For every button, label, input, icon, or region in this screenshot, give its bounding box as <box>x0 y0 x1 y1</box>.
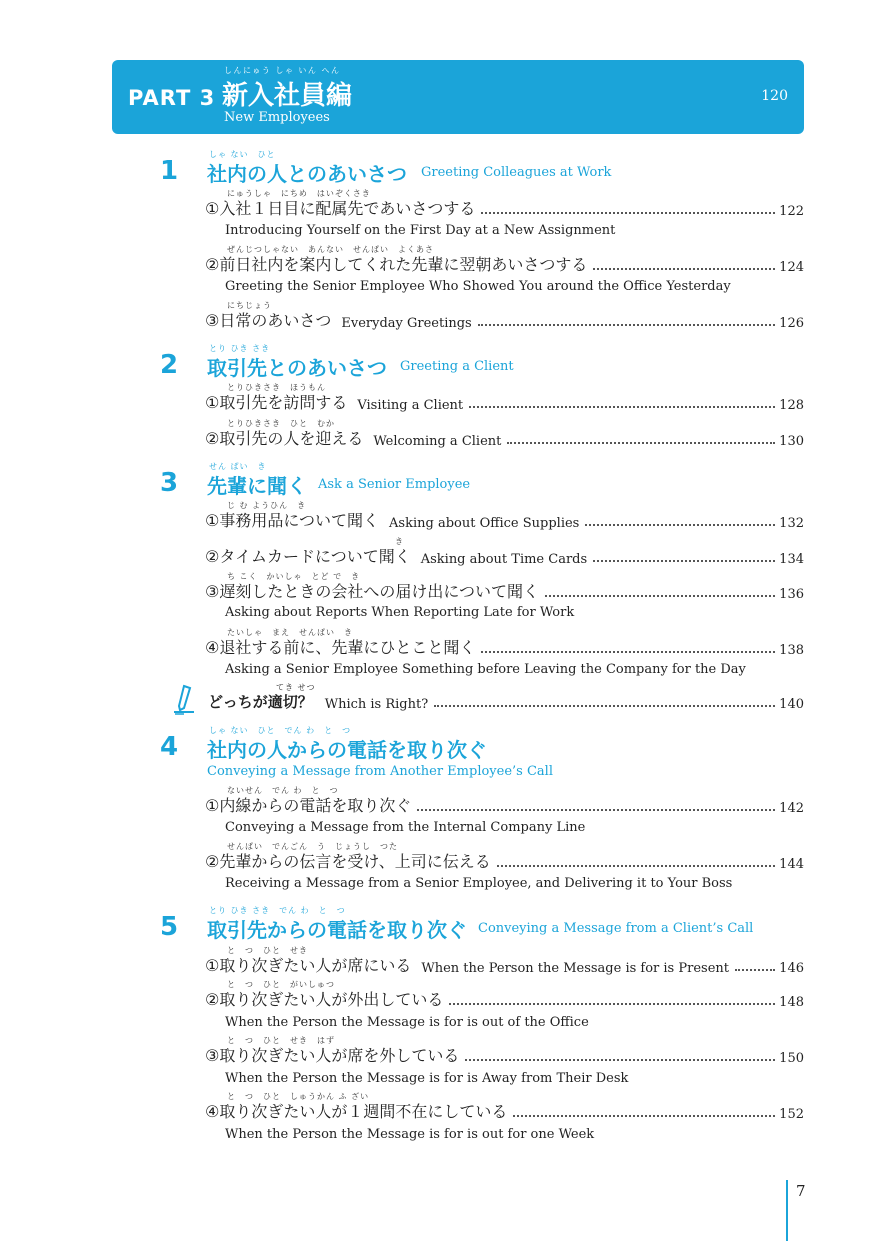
entry-title-jp: ②取り次ぎたい人が外出している <box>205 990 444 1009</box>
footer-page-number: 7 <box>796 1182 806 1200</box>
entry-title-jp: ②取引先の人を迎える <box>205 429 364 448</box>
chapter-title-jp: 取引先とのあいさつ <box>207 356 387 380</box>
entry-title-jp: ②タイムカードについて聞く <box>205 547 411 566</box>
toc-entry[interactable] <box>205 537 804 569</box>
leader-dots <box>593 268 775 270</box>
toc-entry[interactable] <box>205 383 804 415</box>
entry-page-number: 146 <box>779 961 804 976</box>
which-ruby: てき せつ <box>276 683 316 692</box>
chapter-ruby: とり ひき さき でん わ と つ <box>209 906 346 915</box>
entry-title-jp: ③取り次ぎたい人が席を外している <box>205 1046 460 1065</box>
entry-page-number: 152 <box>779 1107 804 1122</box>
chapter-title-en: Ask a Senior Employee <box>318 477 471 492</box>
leader-dots <box>434 705 775 707</box>
entry-title-jp: ③遅刻したときの会社への届け出について聞く <box>205 582 540 601</box>
entry-ruby: じ む ようひん き <box>227 501 307 510</box>
toc-entry[interactable] <box>205 628 804 660</box>
chapter-title-en: Greeting Colleagues at Work <box>421 165 612 180</box>
pencil-icon <box>172 684 198 716</box>
entry-title-jp: ④退社する前に、先輩にひとこと聞く <box>205 638 476 657</box>
entry-ruby: ないせん でん わ と つ <box>227 786 339 795</box>
entry-ruby: と つ ひと せき <box>227 946 308 955</box>
toc-entry[interactable] <box>205 980 804 1012</box>
entry-title-jp: ①内線からの電話を取り次ぐ <box>205 796 412 815</box>
entry-title-jp: ②前日社内を案内してくれた先輩に翌朝あいさつする <box>205 255 588 274</box>
toc-entry[interactable] <box>205 501 804 533</box>
entry-ruby: と つ ひと せき はず <box>227 1036 335 1045</box>
entry-ruby: にちじょう <box>227 301 272 310</box>
entry-title-jp: ③日常のあいさつ <box>205 311 332 330</box>
toc-entry[interactable] <box>205 419 804 451</box>
chapter-number: 1 <box>160 156 179 186</box>
leader-dots <box>507 442 775 444</box>
entry-ruby: とりひきさき ひと むか <box>227 419 335 428</box>
which-is-right-entry[interactable] <box>172 684 804 714</box>
chapter-title-jp: 社内の人とのあいさつ <box>207 162 407 186</box>
entry-ruby: せんぱい でんごん う じょうし つた <box>227 842 398 851</box>
entry-page-number: 136 <box>779 587 804 602</box>
entry-ruby: にゅうしゃ にちめ はいぞくさき <box>227 189 371 198</box>
entry-title-en: Conveying a Message from the Internal Company Line <box>225 820 586 835</box>
entry-page-number: 126 <box>779 316 804 331</box>
chapter-title-jp: 社内の人からの電話を取り次ぐ <box>207 738 487 762</box>
leader-dots <box>497 865 775 867</box>
chapter-number: 2 <box>160 350 179 380</box>
leader-dots <box>481 651 775 653</box>
leader-dots <box>593 560 775 562</box>
entry-title-en: Asking about Office Supplies <box>389 516 580 531</box>
entry-title-jp: ①取引先を訪問する <box>205 393 348 412</box>
leader-dots <box>545 595 775 597</box>
part-page-number: 120 <box>761 88 788 104</box>
leader-dots <box>513 1115 775 1117</box>
chapter-title-jp: 先輩に聞く <box>207 474 307 498</box>
entry-title-en: Receiving a Message from a Senior Employee, and Delivering it to Your Boss <box>225 876 733 891</box>
entry-ruby: たいしゃ まえ せんぱい き <box>227 628 353 637</box>
entry-page-number: 148 <box>779 995 804 1010</box>
chapter-title-en: Greeting a Client <box>400 359 514 374</box>
entry-page-number: 138 <box>779 643 804 658</box>
leader-dots <box>465 1059 775 1061</box>
entry-page-number: 124 <box>779 260 804 275</box>
leader-dots <box>478 324 775 326</box>
entry-page-number: 128 <box>779 398 804 413</box>
entry-title-en: When the Person the Message is for is Present <box>421 961 729 976</box>
leader-dots <box>469 406 775 408</box>
part-title-ruby: しんにゅう しゃ いん へん <box>224 66 341 75</box>
leader-dots <box>449 1003 775 1005</box>
entry-title-en: When the Person the Message is for is out for one Week <box>225 1127 595 1142</box>
part-title-jp: 新入社員編 <box>222 81 353 111</box>
entry-title-en: Introducing Yourself on the First Day at a New Assignment <box>225 223 616 238</box>
part-label: PART 3 <box>128 86 216 110</box>
entry-ruby: と つ ひと しゅうかん ふ ざい <box>227 1092 370 1101</box>
entry-title-jp: ①入社１日目に配属先であいさつする <box>205 199 476 218</box>
chapter-ruby: せん ぱい き <box>209 462 267 471</box>
leader-dots <box>585 524 775 526</box>
part-banner <box>112 60 804 134</box>
leader-dots <box>735 969 775 971</box>
entry-title-en: Greeting the Senior Employee Who Showed You around the Office Yesterday <box>225 279 731 294</box>
entry-ruby: ち こく かいしゃ とど で き <box>227 572 361 581</box>
entry-page-number: 150 <box>779 1051 804 1066</box>
entry-page-number: 144 <box>779 857 804 872</box>
entry-page-number: 130 <box>779 434 804 449</box>
chapter-title-en: Conveying a Message from a Client’s Call <box>478 921 754 936</box>
toc-entry[interactable] <box>205 301 804 333</box>
entry-title-en: Everyday Greetings <box>341 316 472 331</box>
entry-title-jp: ①取り次ぎたい人が席にいる <box>205 956 412 975</box>
toc-entry[interactable] <box>205 572 804 604</box>
entry-page-number: 122 <box>779 204 804 219</box>
entry-title-en: Welcoming a Client <box>373 434 502 449</box>
entry-ruby: き <box>395 537 404 546</box>
toc-entry[interactable] <box>205 245 804 277</box>
which-title-en: Which is Right? <box>324 697 429 712</box>
footer-rule <box>786 1180 788 1241</box>
entry-title-jp: ④取り次ぎたい人が１週間不在にしている <box>205 1102 508 1121</box>
entry-ruby: とりひきさき ほうもん <box>227 383 326 392</box>
chapter-ruby: とり ひき さき <box>209 344 271 353</box>
chapter-title-en: Conveying a Message from Another Employee’s Call <box>207 764 553 779</box>
entry-page-number: 132 <box>779 516 804 531</box>
leader-dots <box>417 809 775 811</box>
toc-entry[interactable] <box>205 189 804 221</box>
entry-title-en: When the Person the Message is for is out of the Office <box>225 1015 589 1030</box>
entry-page-number: 142 <box>779 801 804 816</box>
leader-dots <box>481 212 775 214</box>
entry-title-en: When the Person the Message is for is Away from Their Desk <box>225 1071 629 1086</box>
entry-page-number: 134 <box>779 552 804 567</box>
chapter-number: 5 <box>160 912 179 942</box>
entry-title-en: Asking about Reports When Reporting Late for Work <box>225 605 575 620</box>
entry-ruby: ぜんじつしゃない あんない せんぱい よくあさ <box>227 245 434 254</box>
toc-entry[interactable] <box>205 842 804 874</box>
entry-title-jp: ②先輩からの伝言を受け、上司に伝える <box>205 852 491 871</box>
entry-title-en: Asking a Senior Employee Something before Leaving the Company for the Day <box>225 662 746 677</box>
chapter-ruby: しゃ ない ひと でん わ と つ <box>209 726 352 735</box>
chapter-ruby: しゃ ない ひと <box>209 150 276 159</box>
toc-entry[interactable] <box>205 946 804 978</box>
entry-ruby: と つ ひと がいしゅつ <box>227 980 335 989</box>
chapter-number: 3 <box>160 468 179 498</box>
which-page-number: 140 <box>779 697 804 712</box>
chapter-number: 4 <box>160 732 179 762</box>
entry-title-en: Visiting a Client <box>357 398 464 413</box>
toc-entry[interactable] <box>205 786 804 818</box>
which-title-jp: どっちが適切？ <box>208 693 313 711</box>
entry-title-en: Asking about Time Cards <box>420 552 588 567</box>
entry-title-jp: ①事務用品について聞く <box>205 511 380 530</box>
part-title-en: New Employees <box>224 110 330 125</box>
toc-entry[interactable] <box>205 1036 804 1068</box>
toc-entry[interactable] <box>205 1092 804 1124</box>
chapter-title-jp: 取引先からの電話を取り次ぐ <box>207 918 467 942</box>
